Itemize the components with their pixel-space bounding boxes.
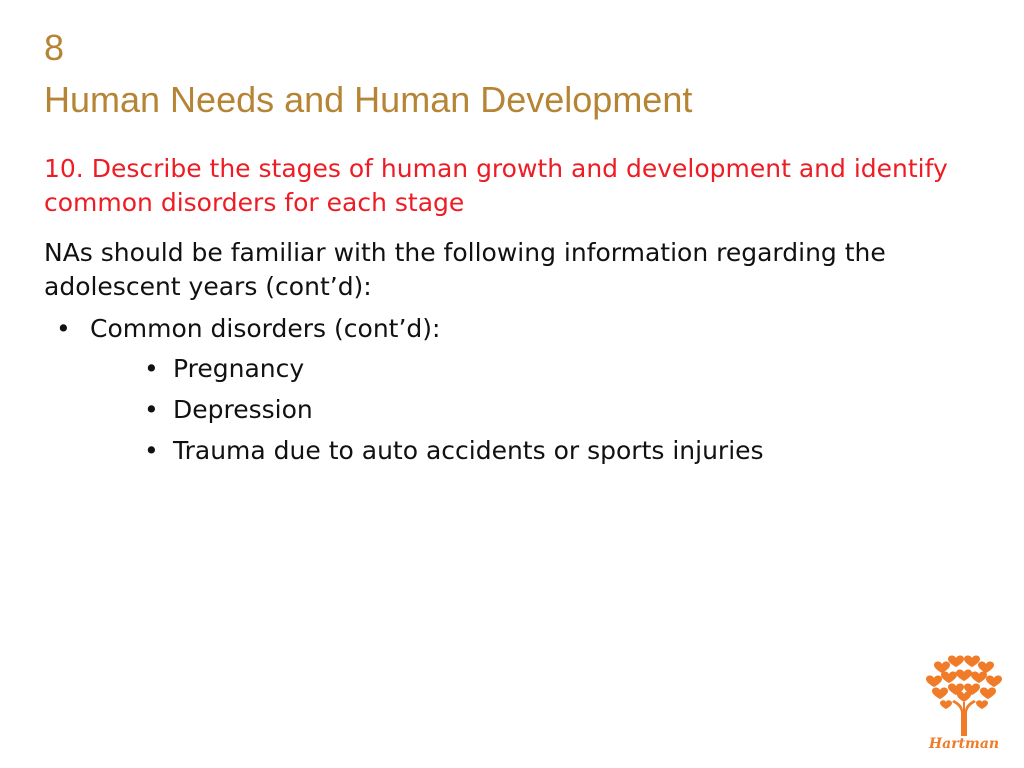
list-item (144, 434, 764, 468)
chapter-title: Human Needs and Human Development (44, 79, 693, 120)
intro-text: NAs should be familiar with the following information regarding the adolescent years (cont’d): (44, 238, 886, 301)
heart-tree-icon (922, 652, 1006, 736)
bullet-dot: • (144, 395, 159, 424)
bullet-dot: • (144, 436, 159, 465)
list-item-label: Trauma due to auto accidents or sports injuries (173, 436, 764, 465)
bullet-dot: • (144, 354, 159, 383)
list-item-label: Pregnancy (173, 354, 305, 383)
bullet-dot: • (56, 314, 71, 343)
bullet-common-disorders (56, 312, 440, 346)
hartman-logo (922, 652, 1006, 756)
list-item (144, 352, 764, 386)
bullet-label: Common disorders (cont’d): (90, 314, 441, 343)
chapter-number: 8 (44, 27, 65, 68)
list-item (144, 393, 764, 427)
list-item-label: Depression (173, 395, 313, 424)
logo-wordmark: Hartman (928, 736, 1000, 752)
disorder-list (144, 352, 764, 475)
learning-objective: 10. Describe the stages of human growth and development and identify common disorders for each stage (44, 154, 948, 217)
